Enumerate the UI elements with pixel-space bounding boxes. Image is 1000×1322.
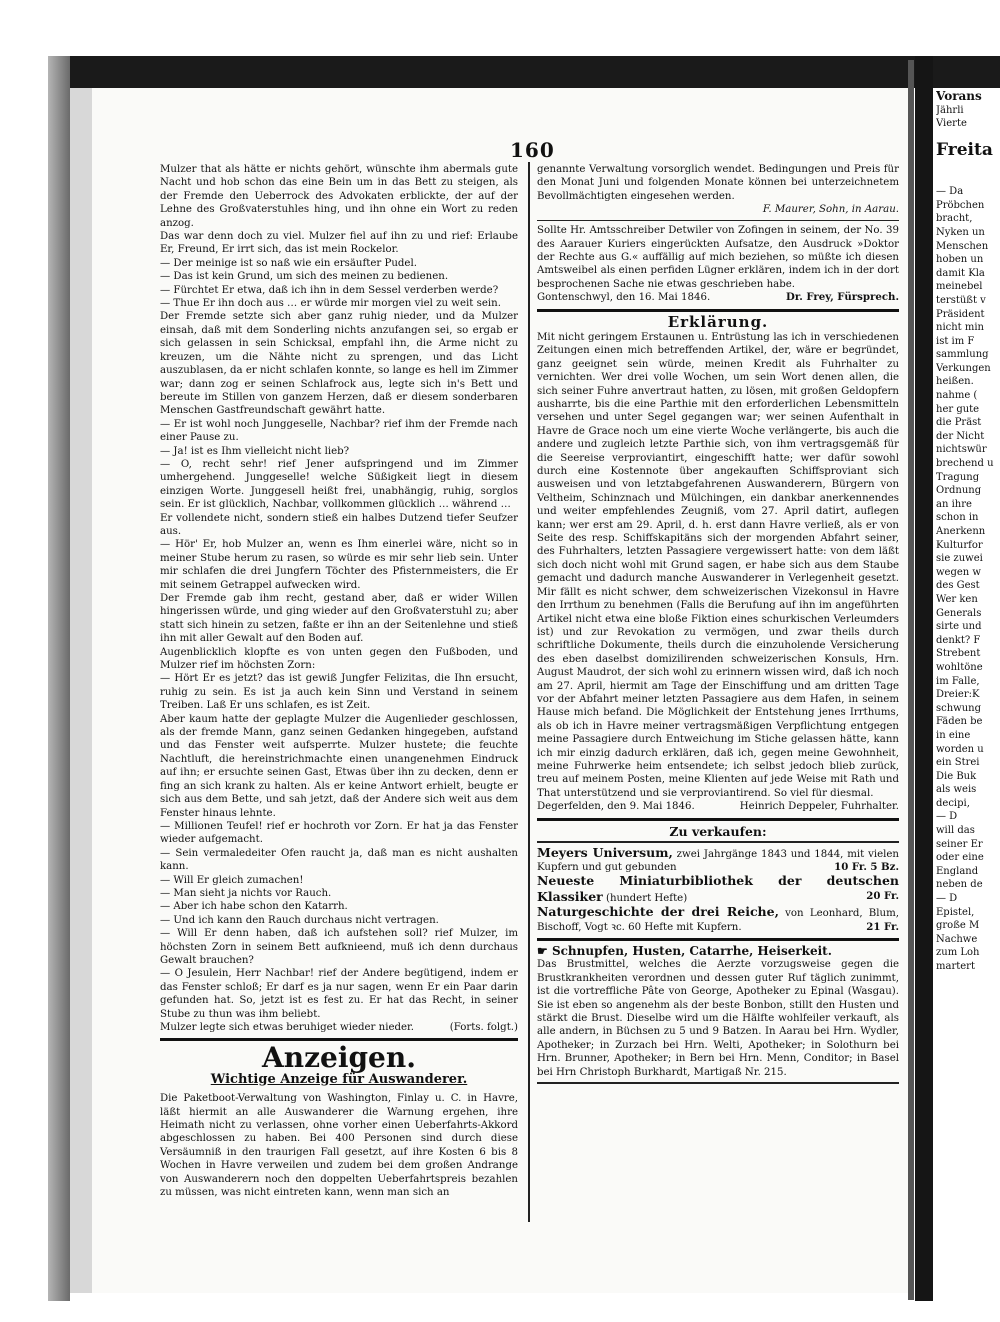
facing-page-line: seiner Er [936, 838, 983, 850]
facing-page-line: Generals [936, 607, 982, 619]
sale-item-title: Meyers Universum, [537, 844, 673, 860]
facing-page-line: heißen. [936, 376, 974, 388]
story-paragraph: — O, recht sehr! rief Jener aufspringend und im Zimmer umhergehend. Junggeselle! welche Süßigkeit liegt in diesem einzigen Worte. Junggesell heißt frei, unabhängig, ruhig, sorglos sein. Er ist glücklich, Nachbar, vollkommen glücklich … während … [160, 458, 518, 511]
right-column [537, 163, 899, 1087]
facing-page-line: decipi, [936, 797, 970, 809]
facing-page-line: hoben un [936, 254, 984, 266]
facing-page-line: schwung [936, 702, 982, 714]
facing-page-line: denkt? F [936, 634, 981, 646]
ad-separator [537, 938, 899, 941]
facing-page-line: Fäden be [936, 716, 983, 728]
ad-separator [537, 309, 899, 312]
ad-separator [537, 1082, 899, 1084]
story-paragraph: — Thue Er ihn doch aus … er würde mir morgen viel zu weit sein. [160, 298, 501, 310]
page-number: 160 [510, 138, 555, 162]
facing-page-line: Verkungen [936, 362, 991, 374]
facing-page-line: Dreier:K [936, 689, 980, 701]
for-sale-list [537, 846, 899, 934]
facing-page-line: meinebel [936, 281, 983, 293]
column-divider [528, 162, 530, 1222]
facing-page-line: martert [936, 961, 975, 972]
facing-page-line: wegen w [936, 566, 981, 578]
left-column [160, 163, 518, 1199]
frey-notice-text: Sollte Hr. Amtsschreiber Detwiler von Zofingen in seinem, der No. 39 des Aarauer Kuriers eingerückten Aufsatze, den Ausdruck »Doktor der Rechte aus G.« auffällig auf mich beziehen, so müßte ich diesen Amtsweibel als einen perfiden Lügner erklären, indem ich in der dort besprochenen Sache nie etwas geschrieben habe. [537, 225, 899, 290]
facing-page-line: her gute [936, 403, 980, 415]
sale-item-price: 10 Fr. 5 Bz. [834, 860, 899, 873]
facing-page-line: brechend u [936, 458, 994, 470]
facing-page-line: sammlung [936, 349, 989, 361]
ad-separator [537, 841, 899, 843]
facing-page-line: Epistel, [936, 906, 975, 918]
story-paragraph: — Der meinige ist so naß wie ein ersäufter Pudel. [160, 257, 417, 269]
facing-page-line: nahme ( [936, 390, 978, 402]
sale-item-price: 21 Fr. [866, 920, 899, 933]
maurer-notice-text: genannte Verwaltung vorsorglich wendet. Bedingungen und Preis für den Monat Juni und folgenden Monate können bei unterzeichnetem Bevollmächtigten eingesehen werden. [537, 164, 899, 202]
story-paragraph: Der Fremde setzte sich aber ganz ruhig nieder, und da Mulzer einsah, daß mit dem Sonderling nichts anzufangen sei, so ergab er sich gelassen in sein Schicksal, empfahl ihn, die Arme nicht zu kreuzen, um die Nähte nicht zu sprengen, und das Licht auszublasen, da er nicht schlafen konnte, so lange es hell im Zimmer war; dann zog er seinen Schlafrock aus, legte sich in's Bett und bereute im Stillen von ganzem Herzen, daß er diesem sonderbaren Menschen Gastfreundschaft gewährt hatte. [160, 311, 518, 417]
story-paragraph: Mulzer that als hätte er nichts gehört, wünschte ihm abermals gute Nacht und hob schon das eine Bein um in das Bett zu steigen, als der Fremde den Ueberrock des Advokaten erblickte, der auf der Lehne des Großvaterstuhles hing, und ihn ohne ein Wort zu reden anzog. [160, 164, 518, 229]
sale-item-price: 20 Fr. [866, 889, 899, 902]
story-paragraph: — Millionen Teufel! rief er hochroth vor Zorn. Er hat ja das Fenster wieder aufgemacht. [160, 820, 518, 846]
story-paragraph: — O Jesulein, Herr Nachbar! rief der Andere begütigend, indem er das Fenster schloß; Er darf es ja nur sagen, wenn Er ein Paar darin gefunden hat. So, jetzt ist es fest zu. Er hat das Recht, in seiner Stube zu thun was ihm beliebt. [160, 968, 518, 1020]
facing-page-line: des Gest [936, 580, 980, 592]
facing-page-line [936, 158, 1000, 172]
erklaerung-place-date: Degerfelden, den 9. Mai 1846. [537, 801, 695, 813]
facing-page-line: will das [936, 825, 975, 837]
emigrant-notice-text: Die Paketboot-Verwaltung von Washington, Finlay u. C. in Havre, läßt hiermit an alle Auswanderer die Warnung ergehen, ihre Heimath nicht zu verlassen, ohne vorher einen Ueberfahrts-Akkord abgeschlossen zu haben. Bei 400 Personen sind durch diese Versäumniß in den traurigen Fall gesetzt, auf ihre Kosten 6 bis 8 Wochen in Havre verweilen und zudem bei dem großen Andrange von Auswanderern noch den doppelten Ueberfahrtspreis bezahlen zu müssen, was nicht eintreten kann, wenn man sich an [160, 1093, 518, 1199]
story-paragraph: — Aber ich habe schon den Katarrh. [160, 901, 348, 913]
facing-page-line: terstüßt v [936, 294, 986, 306]
facing-page-line: zum Loh [936, 947, 980, 959]
facing-page-line: Anerkenn [936, 526, 986, 537]
story-paragraph: — Hört Er es jetzt? das ist gewiß Jungfer Felizitas, die Ihn ersucht, ruhig zu sein. Es ist ja auch kein Sinn und Verstand in seinem Treiben. Laß Er uns schlafen, es ist Zeit. [160, 673, 518, 712]
sale-item [537, 874, 899, 905]
facing-page-line: an ihre [936, 498, 972, 510]
ads-heading: Anzeigen. [262, 1041, 416, 1075]
story-paragraph: — Hör' Er, hob Mulzer an, wenn es Ihm einerlei wäre, nicht so in meiner Stube herum zu rasen, so würde es mir sehr lieb sein. Unter mir schlafen die drei Jungfern Töchter des Pfisternmeisters, die Er mit seinem Getrappel aufwecken wird. [160, 539, 518, 591]
scan-page-edge [70, 88, 92, 1293]
facing-page-line: die Präst [936, 417, 982, 429]
ad-separator [537, 818, 899, 821]
facing-page-line: als weis [936, 784, 977, 796]
facing-page-line: schon in [936, 512, 979, 524]
facing-page-line [936, 172, 1000, 186]
continued-note: (Forts. folgt.) [449, 1022, 518, 1033]
binding-gutter [915, 56, 933, 1301]
sale-item [537, 905, 899, 934]
facing-page-line: im Falle, [936, 675, 980, 687]
facing-page-line: sirte und [936, 621, 982, 633]
story-paragraph: Augenblicklich klopfte es von unten gegen den Fußboden, und Mulzer rief im höchsten Zorn: [160, 646, 518, 672]
facing-page-line: in eine [936, 729, 971, 741]
facing-page-line: der Nicht [936, 430, 985, 442]
facing-page-line: Kulturfor [936, 539, 983, 551]
facing-page-line: oder eine [936, 852, 984, 864]
frey-name: Dr. Frey, Fürsprech. [786, 291, 899, 304]
facing-page-line: Jährli [936, 104, 964, 116]
facing-page-line: — Da [936, 186, 964, 198]
facing-page-line: damit Kla [936, 267, 985, 279]
story-paragraph: Das war denn doch zu viel. Mulzer fiel auf ihn zu und rief: Erlaube Er, Freund, Er irrt sich, das ist mein Rockelor. [160, 231, 518, 256]
story-paragraph: — Fürchtet Er etwa, daß ich ihn in dem Sessel verderben werde? [160, 284, 499, 296]
facing-page-line: sie zuwei [936, 553, 983, 565]
facing-page-line: Vorans [936, 90, 982, 103]
story-paragraph: — Das ist kein Grund, um sich des meinen zu bedienen. [160, 271, 449, 283]
sale-item-desc: zwei Jahrgänge 1843 und 1844, mit vielen Kupfern und gut gebunden [537, 848, 899, 873]
scan-border-top [48, 56, 1000, 88]
facing-page-line: Ordnung [936, 485, 982, 497]
serial-story [160, 163, 518, 1021]
sale-item-title: Naturgeschichte der drei Reiche, [537, 904, 779, 920]
facing-page-line: bracht, [936, 213, 973, 225]
facing-page-line: nichtswür [936, 444, 987, 456]
erklaerung-heading: Erklärung. [667, 312, 769, 331]
sale-item [537, 846, 899, 875]
facing-page-fragment [936, 90, 1000, 974]
story-paragraph: — Und ich kann den Rauch durchaus nicht vertragen. [160, 914, 439, 926]
story-paragraph: — Ja! ist es Ihm vielleicht nicht lieb? [160, 445, 350, 457]
facing-page-line: — D [936, 893, 958, 905]
facing-page-line: Freita [936, 140, 993, 161]
scan-border-left [48, 56, 70, 1301]
story-paragraph: — Sein vermaledeiter Ofen raucht ja, daß man es nicht aushalten kann. [160, 847, 518, 873]
facing-page-line: Die Buk [936, 770, 977, 782]
frey-place-date: Gontenschwyl, den 16. Mai 1846. [537, 292, 711, 304]
facing-page-line: ist im F [936, 335, 975, 347]
ad-separator [537, 220, 899, 222]
facing-page-line: nicht min [936, 322, 984, 334]
erklaerung-name: Heinrich Deppeler, Fuhrhalter. [739, 801, 899, 813]
story-paragraph: Der Fremde gab ihm recht, gestand aber, daß er wider Willen hingerissen würde, und ging wieder auf den Großvaterstuhl zu; aber statt sich hinein zu setzen, faßte er ihn an der Seitenlehne und stieß ihn mit aller Gewalt auf den Boden auf. [160, 593, 518, 645]
story-paragraph: — Er ist wohl noch Junggeselle, Nachbar? rief ihm der Fremde nach einer Pause zu. [160, 418, 518, 444]
facing-page-line: ein Strei [936, 757, 980, 769]
sale-item-title: Neueste Miniaturbibliothek der deutschen Klassiker [537, 873, 899, 904]
facing-page-line: Tragung [936, 471, 980, 483]
sale-item-desc: (hundert Hefte) [602, 892, 688, 904]
story-paragraph: — Will Er denn haben, daß ich aufstehen soll? rief Mulzer, im höchsten Zorn in seinem Bett aufknieend, muß ich denn durchaus Gewalt brauchen? [160, 928, 518, 966]
facing-page-line: Präsident [936, 308, 985, 320]
facing-page-line: England [936, 865, 979, 877]
facing-page-line: neben de [936, 879, 983, 891]
erklaerung-text: Mit nicht geringem Erstaunen u. Entrüstung las ich in verschiedenen Zeitungen einen mich betreffenden Artikel, der, wäre er begründet, ganz geeignet sein würde, meinen Kredit als Fuhrhalter zu vernichten. Wer drei volle Wochen, um sein Wort denen allen, die sich seiner Fuhre anvertraut hatten, zu lösen, mit großen Geldopfern ausharrte, bis die eine Parthie mit den erforderlichen Lebensmitteln versehen und unter Segel gegangen war; wer seinen Aufenthalt in Havre de Grace noch um eine vierte Woche verlängerte, bis auch die andere und zugleich letzte Parthie sich, von ihm vertragsgemäß für die Seereise verproviantirt, eingeschifft hatte; wer dafür sowohl durch eine Kostennote über angekauften Schiffsproviant sich ausweisen und von letztabgefahrenen Auswanderern, Bürgern von Veltheim, Schinznach und Mülchingen, ein dankbar anerkennendes und weiter empfehlendes Zeugniß, vom 27. April datirt, auflegen kann; wer erst am 29. April, d. h. erst dann Havre verließ, als er von Seite des resp. Schiffskapitäns sich der morgenden Abfahrt seiner, des Fuhrhalters, letzten Passagiere vergewissert hatte: von dem läßt sich doch nicht wohl mit Grund sagen, er habe sich aus dem Staube gemacht und dadurch manche Auswanderer in Verlegenheit gesetzt. Mir fällt es nicht schwer, dem schweizerischen Vizekonsul in Havre den Irrthum zu benehmen (Falls die Berufung auf ihn im angeführten Artikel nicht etwa eine bloße Fiktion eines schurkischen Verleumders ist) und zur Revokation zu vermögen, und zwar theils durch schriftliche Dokumente, theils durch die einzuholende Versicherung des eben daselbst domizilirenden schweizerischen Konsuls, Hrn. August Maudrot, der sich wohl zu erinnern wissen wird, daß ich noch am 27. April, hiermit am Tage der Einschiffung und am dritten Tage vor der Abfahrt meiner letzten Passagiere aus dem Hafen, in seinem Hause mich befand. Die Möglichkeit der Entstehung jenes Irrthums, als ob ich in Havre meiner vertragsmäßigen Verpflichtung entgegen meine Passagiere durch Entweichung im Stiche gelassen hätte, kann ich mir einzig dadurch erklären, daß ich, gegen meine Gewohnheit, meine Fuhrwerke heim entsendete; ich selbst jedoch blieb zurück, treu auf meinem Posten, meine Klienten auf jede Weise mit Rath und That unterstützend und sie verproviantirend. So viel für diesmal. [537, 331, 899, 799]
story-paragraph: Aber kaum hatte der geplagte Mulzer die Augenlieder geschlossen, als der fremde Mann, ganz seinen Gedanken hingegeben, aufstand und das Fenster weit aufsperrte. Mulzer hustete; die feuchte Nachtluft, die hereinstrichmachte einen unangenehmen Eindruck auf ihn; er ersuchte seinen Gast, Etwas über ihn zu decken, denn er fing an sich krank zu halten. Als er keine Antwort erhielt, beugte er sich aus dem Bette, und sah jetzt, daß der Andere sich weit aus dem Fenster hinaus lehnte. [160, 713, 518, 819]
story-last-line: Mulzer legte sich etwas beruhiget wieder nieder. [160, 1022, 415, 1033]
facing-page-line: Nachwe [936, 933, 978, 945]
facing-page-line: wohltöne [936, 661, 983, 673]
binding-shadow [908, 60, 914, 1300]
story-paragraph: — Will Er gleich zumachen! [160, 874, 304, 886]
story-paragraph: Er vollendete nicht, sondern stieß ein halbes Dutzend tiefer Seufzer aus. [160, 512, 518, 537]
story-ending [160, 1021, 518, 1034]
facing-page-line: Wer ken [936, 593, 978, 605]
facing-page-line: Vierte [936, 118, 967, 130]
erklaerung-signature [537, 800, 899, 813]
facing-page-line: — D [936, 811, 958, 823]
for-sale-heading: Zu verkaufen: [669, 823, 767, 839]
facing-page-line: worden u [936, 743, 984, 755]
remedy-text: Das Brustmittel, welches die Aerzte vorzugsweise gegen die Brustkrankheiten verordnen und dessen guter Ruf täglich zunimmt, ist die vortreffliche Pâte von George, Apotheker zu Epinal (Wasgau). Sie ist eben so angenehm als der beste Bonbon, stillt den Husten und stärkt die Brust. Dieselbe wird um die Hälfte wohlfeiler verkauft, als alle andern, in Büchsen zu 5 und 9 Batzen. In Aarau bei Hrn. Wydler, Apotheker; in Zurzach bei Hrn. Welti, Apotheker; in Solothurn bei Hrn. Brunner, Apotheker; in Bern bei Hrn. Menn, Conditor; in Basel bei Hrn Christoph Burkhardt, Martigaß Nr. 215. [537, 959, 899, 1078]
facing-page-line: Nyken un [936, 226, 985, 238]
facing-page-line: Strebent [936, 648, 981, 660]
story-paragraph: — Man sieht ja nichts vor Rauch. [160, 887, 332, 899]
remedy-title: Schnupfen, Husten, Catarrhe, Heiserkeit. [551, 943, 832, 958]
sale-item-desc: von Leonhard, Blum, Bischoff, Vogt ꝛc. 60 Hefte mit Kupfern. [537, 908, 899, 933]
frey-signature-row [537, 291, 899, 304]
maurer-signature: F. Maurer, Sohn, in Aarau. [762, 204, 899, 216]
emigrant-notice-heading: Wichtige Anzeige für Auswanderer. [210, 1071, 468, 1087]
facing-page-line: große M [936, 920, 980, 932]
facing-page-line: Pröbchen [936, 199, 985, 211]
remedy-heading: ☛ Schnupfen, Husten, Catarrhe, Heiserkeit. [537, 943, 832, 958]
facing-page-line: Menschen [936, 240, 989, 252]
